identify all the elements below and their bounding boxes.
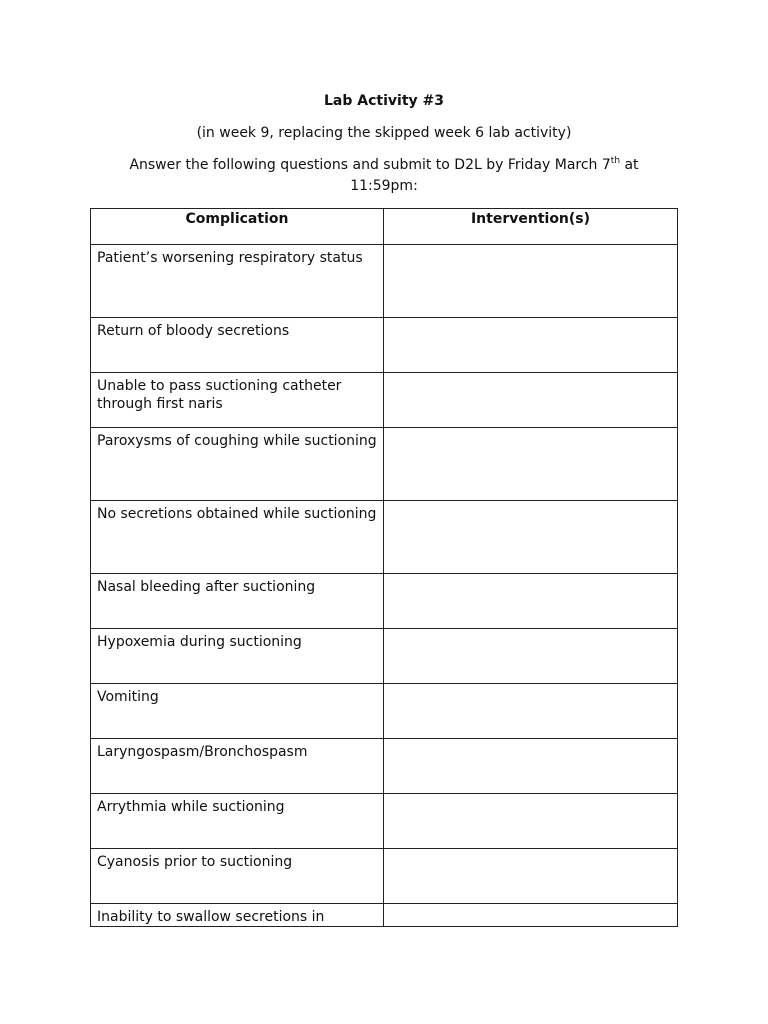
intervention-cell[interactable] (384, 501, 678, 574)
page-subtitle: (in week 9, replacing the skipped week 6 lab activity) (196, 125, 572, 141)
column-header-interventions: Intervention(s) (384, 209, 678, 245)
intervention-cell[interactable] (384, 245, 678, 318)
complication-cell: Unable to pass suctioning catheter through first naris (91, 373, 384, 428)
complication-cell: Hypoxemia during suctioning (91, 629, 384, 684)
complication-cell: Arrythmia while suctioning (91, 794, 384, 849)
table-row (91, 373, 678, 428)
table-row (91, 684, 678, 739)
intervention-cell[interactable] (384, 794, 678, 849)
table-row (91, 574, 678, 629)
intervention-cell[interactable] (384, 318, 678, 373)
complication-cell: Vomiting (91, 684, 384, 739)
intervention-cell[interactable] (384, 428, 678, 501)
instructions (100, 155, 668, 197)
complication-cell: Nasal bleeding after suctioning (91, 574, 384, 629)
instructions-superscript: th (610, 156, 621, 166)
complication-cell: Laryngospasm/Bronchospasm (91, 739, 384, 794)
instructions-deadline: at 11:59pm: (350, 157, 639, 194)
complication-cell: Cyanosis prior to suctioning (91, 849, 384, 904)
table-row (91, 739, 678, 794)
intervention-cell[interactable] (384, 574, 678, 629)
table-row (91, 245, 678, 318)
complication-cell: Return of bloody secretions (91, 318, 384, 373)
intervention-cell[interactable] (384, 629, 678, 684)
complications-table (90, 208, 678, 927)
page-title: Lab Activity #3 (324, 93, 444, 109)
table-row (91, 794, 678, 849)
table-header-row (91, 209, 678, 245)
intervention-cell[interactable] (384, 684, 678, 739)
table-row (91, 428, 678, 501)
table-row (91, 904, 678, 927)
intervention-cell[interactable] (384, 904, 678, 927)
complication-cell: Inability to swallow secretions in (91, 904, 384, 927)
intervention-cell[interactable] (384, 849, 678, 904)
complication-cell: Patient’s worsening respiratory status (91, 245, 384, 318)
intervention-cell[interactable] (384, 739, 678, 794)
table-row (91, 318, 678, 373)
instructions-text: Answer the following questions and submit to D2L by Friday March 7 (129, 157, 611, 173)
table-row (91, 849, 678, 904)
column-header-complication: Complication (91, 209, 384, 245)
complication-cell: No secretions obtained while suctioning (91, 501, 384, 574)
complication-cell: Paroxysms of coughing while suctioning (91, 428, 384, 501)
table-row (91, 501, 678, 574)
intervention-cell[interactable] (384, 373, 678, 428)
table-row (91, 629, 678, 684)
